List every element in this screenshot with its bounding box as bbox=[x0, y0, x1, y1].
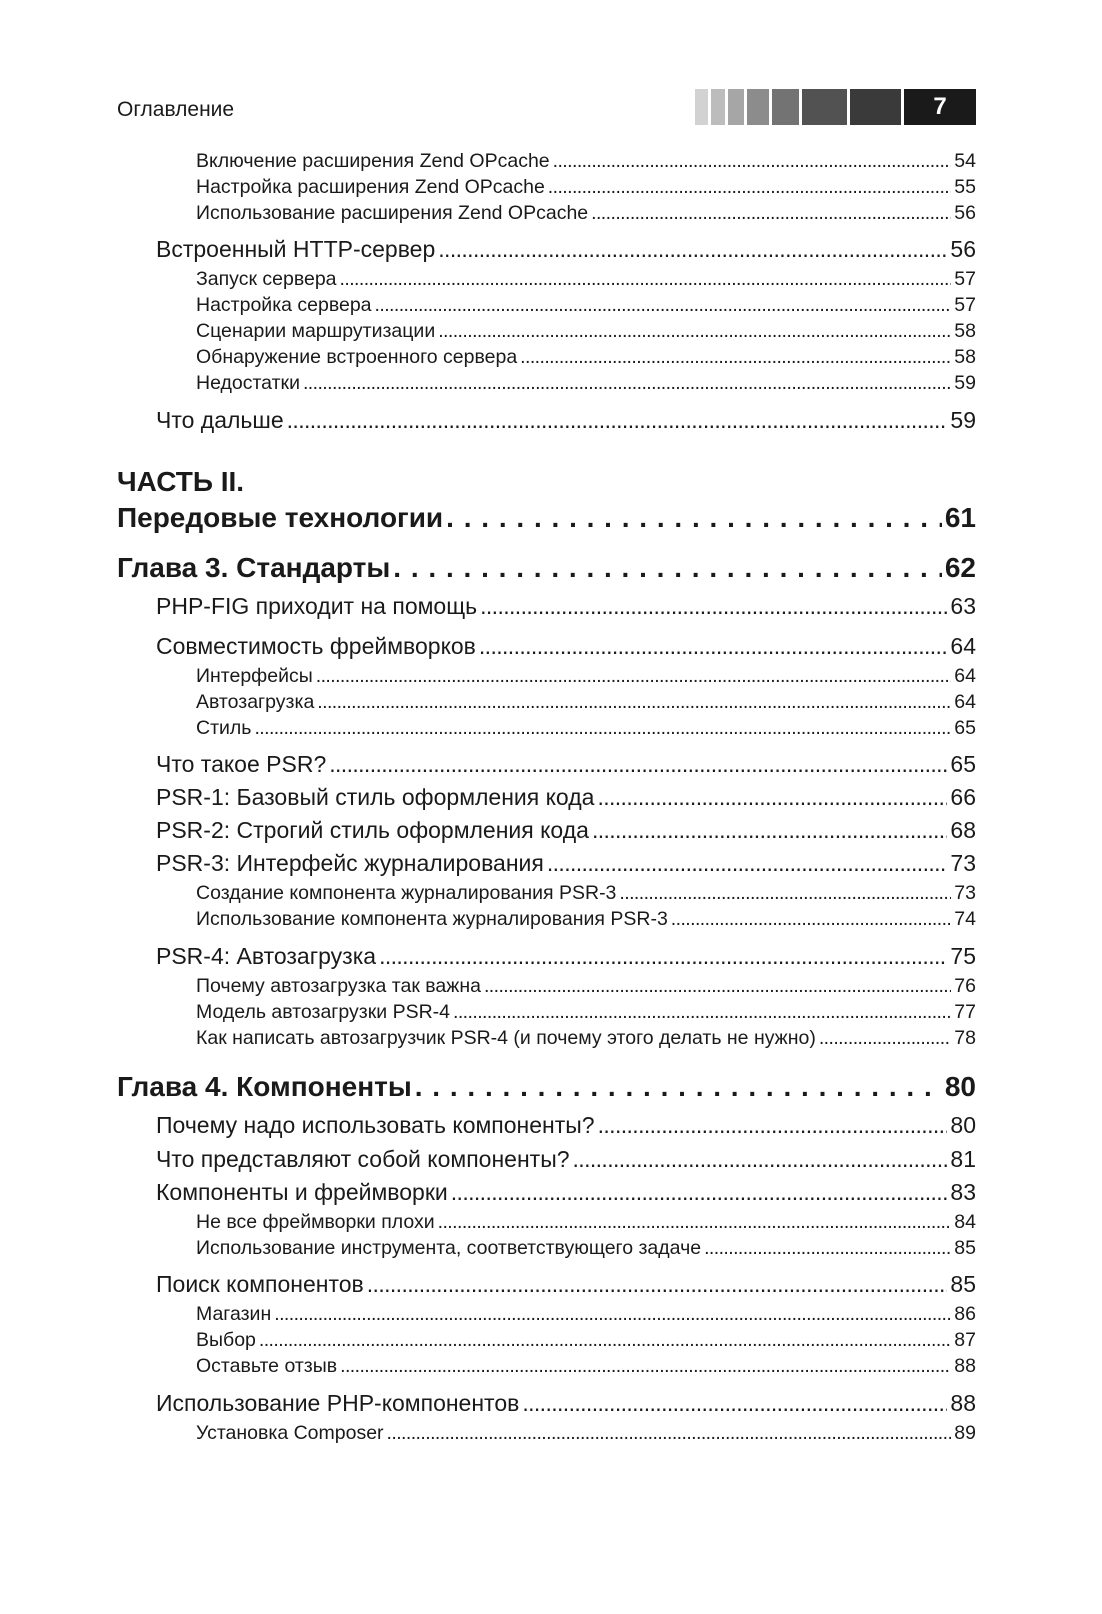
toc-entry-title: Интерфейсы bbox=[196, 665, 313, 687]
header-bar-segment bbox=[695, 89, 708, 125]
toc-entry-title: PSR-3: Интерфейс журналирования bbox=[156, 850, 544, 876]
toc-entry-page: 77 bbox=[954, 1001, 976, 1023]
toc-entry-page: 86 bbox=[954, 1303, 976, 1325]
dot-leader bbox=[329, 749, 947, 779]
dot-leader bbox=[375, 292, 952, 318]
toc-entry-title: Использование PHP-компонентов bbox=[156, 1390, 520, 1416]
toc-entry-title: Что дальше bbox=[156, 407, 284, 433]
toc-entry-page: 57 bbox=[954, 268, 976, 290]
toc-section bbox=[156, 234, 976, 264]
toc-entry-title: Автозагрузка bbox=[196, 691, 315, 713]
toc-entry bbox=[196, 1209, 976, 1235]
header-bar-segment bbox=[772, 89, 799, 125]
toc-entry-page: 88 bbox=[950, 1390, 976, 1416]
toc-entry-page: 61 bbox=[944, 502, 976, 533]
toc-entry-title: Настройка сервера bbox=[196, 294, 372, 316]
toc-entry-page: 68 bbox=[950, 817, 976, 843]
toc-section bbox=[156, 591, 976, 621]
dot-leader bbox=[316, 663, 952, 689]
toc-entry-title: PSR-2: Строгий стиль оформления кода bbox=[156, 817, 589, 843]
toc-entry-title: Что представляют собой компоненты? bbox=[156, 1146, 570, 1172]
toc-entry-page: 75 bbox=[950, 943, 976, 969]
dot-leader bbox=[438, 234, 947, 264]
toc-section bbox=[156, 1144, 976, 1174]
part-label: ЧАСТЬ II. bbox=[117, 466, 245, 497]
toc-entry bbox=[196, 973, 976, 999]
dot-leader bbox=[553, 148, 952, 174]
toc-entry-title: Совместимость фреймворков bbox=[156, 633, 476, 659]
dot-leader bbox=[340, 266, 952, 292]
toc-entry-title: PHP-FIG приходит на помощь bbox=[156, 593, 478, 619]
dot-leader bbox=[480, 591, 947, 621]
dot-leader bbox=[387, 1420, 952, 1446]
toc-entry-title: Глава 3. Стандарты bbox=[117, 552, 391, 583]
dot-leader bbox=[547, 848, 948, 878]
dot-leader bbox=[287, 405, 948, 435]
toc-entry-page: 63 bbox=[950, 593, 976, 619]
toc-entry bbox=[196, 1420, 976, 1446]
toc-entry-title: Выбор bbox=[196, 1329, 256, 1351]
toc-entry-page: 65 bbox=[954, 717, 976, 739]
dot-leader bbox=[619, 880, 951, 906]
toc-entry bbox=[196, 266, 976, 292]
header-bar-segment bbox=[711, 89, 725, 125]
toc-entry bbox=[196, 1235, 976, 1261]
toc-entry-page: 88 bbox=[954, 1355, 976, 1377]
toc-section bbox=[156, 1388, 976, 1418]
dot-leader bbox=[438, 318, 951, 344]
toc-entry-page: 55 bbox=[954, 176, 976, 198]
toc-entry-page: 62 bbox=[944, 552, 976, 583]
dot-leader bbox=[340, 1353, 951, 1379]
toc-entry-title: Стиль bbox=[196, 717, 252, 739]
toc-part bbox=[117, 500, 976, 536]
toc-entry-title: Использование расширения Zend OPcache bbox=[196, 202, 589, 224]
dot-leader bbox=[597, 782, 947, 812]
toc-entry bbox=[196, 715, 976, 741]
toc-chapter bbox=[117, 1069, 976, 1105]
toc-entry-title: Как написать автозагрузчик PSR-4 (и почему этого делать не нужно) bbox=[196, 1027, 816, 1049]
toc-entry-title: Глава 4. Компоненты bbox=[117, 1071, 412, 1102]
dot-leader bbox=[415, 1069, 942, 1105]
toc-entry-page: 56 bbox=[954, 202, 976, 224]
header-bar-segment bbox=[850, 89, 901, 125]
toc-entry-title: Модель автозагрузки PSR-4 bbox=[196, 1001, 451, 1023]
toc-entry-page: 83 bbox=[950, 1179, 976, 1205]
toc-entry-title: Использование компонента журналирования PSR-3 bbox=[196, 908, 668, 930]
dot-leader bbox=[520, 344, 951, 370]
toc-chapter bbox=[117, 550, 976, 586]
toc-entry bbox=[196, 663, 976, 689]
toc-entry-title: Магазин bbox=[196, 1303, 272, 1325]
dot-leader bbox=[367, 1269, 948, 1299]
toc-entry-page: 64 bbox=[950, 633, 976, 659]
dot-leader bbox=[522, 1388, 947, 1418]
dot-leader bbox=[819, 1025, 951, 1051]
toc-entry-title: Включение расширения Zend OPcache bbox=[196, 150, 550, 172]
toc-section bbox=[156, 631, 976, 661]
toc-entry-page: 84 bbox=[954, 1211, 976, 1233]
running-header-title: Оглавление bbox=[117, 98, 235, 121]
toc-entry-title: Встроенный HTTP-сервер bbox=[156, 236, 436, 262]
toc-entry bbox=[196, 999, 976, 1025]
dot-leader bbox=[259, 1327, 951, 1353]
toc-entry-page: 54 bbox=[954, 150, 976, 172]
toc-entry bbox=[196, 292, 976, 318]
toc-entry-title: Поиск компонентов bbox=[156, 1271, 364, 1297]
dot-leader bbox=[451, 1177, 948, 1207]
dot-leader bbox=[592, 815, 947, 845]
toc-entry bbox=[196, 174, 976, 200]
toc-entry bbox=[196, 906, 976, 932]
toc-section bbox=[156, 1269, 976, 1299]
dot-leader bbox=[591, 200, 951, 226]
toc-entry-title: Использование инструмента, соответствующего задаче bbox=[196, 1237, 702, 1259]
toc-entry-page: 81 bbox=[950, 1146, 976, 1172]
dot-leader bbox=[573, 1144, 948, 1174]
toc-entry-page: 64 bbox=[954, 665, 976, 687]
toc-entry-title: Установка Composer bbox=[196, 1422, 384, 1444]
toc-entry-title: Что такое PSR? bbox=[156, 751, 327, 777]
toc-entry-title: Запуск сервера bbox=[196, 268, 337, 290]
toc-entry-page: 80 bbox=[944, 1071, 976, 1102]
toc-entry-title: Настройка расширения Zend OPcache bbox=[196, 176, 545, 198]
toc-entry-title: PSR-1: Базовый стиль оформления кода bbox=[156, 784, 595, 810]
dot-leader bbox=[598, 1110, 948, 1140]
header-bar-segment bbox=[747, 89, 769, 125]
dot-leader bbox=[274, 1301, 951, 1327]
toc-entry bbox=[196, 1327, 976, 1353]
toc-entry-page: 85 bbox=[950, 1271, 976, 1297]
toc-section bbox=[156, 782, 976, 812]
dot-leader bbox=[704, 1235, 951, 1261]
toc-entry-page: 78 bbox=[954, 1027, 976, 1049]
toc-section bbox=[156, 815, 976, 845]
toc-entry-page: 58 bbox=[954, 346, 976, 368]
toc-entry-page: 56 bbox=[950, 236, 976, 262]
toc-entry bbox=[196, 318, 976, 344]
dot-leader bbox=[671, 906, 952, 932]
toc-entry-page: 57 bbox=[954, 294, 976, 316]
toc-section bbox=[156, 848, 976, 878]
toc-entry-page: 76 bbox=[954, 975, 976, 997]
toc-entry-page: 58 bbox=[954, 320, 976, 342]
toc-entry-title: Обнаружение встроенного сервера bbox=[196, 346, 518, 368]
toc-entry bbox=[196, 344, 976, 370]
toc-entry-page: 73 bbox=[954, 882, 976, 904]
page-number-bar bbox=[695, 89, 976, 125]
dot-leader bbox=[393, 550, 942, 586]
dot-leader bbox=[453, 999, 951, 1025]
dot-leader bbox=[254, 715, 951, 741]
dot-leader bbox=[379, 941, 947, 971]
toc-entry-title: Компоненты и фреймворки bbox=[156, 1179, 448, 1205]
dot-leader bbox=[479, 631, 948, 661]
dot-leader bbox=[438, 1209, 952, 1235]
dot-leader bbox=[484, 973, 951, 999]
toc-entry bbox=[196, 880, 976, 906]
toc-entry-page: 80 bbox=[950, 1112, 976, 1138]
toc-entry bbox=[196, 1301, 976, 1327]
toc-entry-page: 59 bbox=[950, 407, 976, 433]
toc-entry bbox=[196, 370, 976, 396]
toc-section bbox=[156, 1110, 976, 1140]
page-number: 7 bbox=[904, 89, 976, 125]
dot-leader bbox=[548, 174, 952, 200]
toc-entry bbox=[196, 148, 976, 174]
toc-entry-page: 85 bbox=[954, 1237, 976, 1259]
toc-entry-page: 74 bbox=[954, 908, 976, 930]
dot-leader bbox=[446, 500, 942, 536]
toc-entry-page: 73 bbox=[950, 850, 976, 876]
dot-leader bbox=[303, 370, 951, 396]
toc-entry-page: 65 bbox=[950, 751, 976, 777]
toc-section bbox=[156, 941, 976, 971]
toc-entry-title: Оставьте отзыв bbox=[196, 1355, 338, 1377]
toc-entry bbox=[196, 1025, 976, 1051]
toc-entry-title: Почему надо использовать компоненты? bbox=[156, 1112, 595, 1138]
toc-entry-page: 87 bbox=[954, 1329, 976, 1351]
toc-entry bbox=[196, 689, 976, 715]
toc-entry bbox=[196, 1353, 976, 1379]
toc-entry-page: 89 bbox=[954, 1422, 976, 1444]
toc-entry-title: Сценарии маршрутизации bbox=[196, 320, 436, 342]
toc-entry-title: PSR-4: Автозагрузка bbox=[156, 943, 377, 969]
toc-entry-page: 66 bbox=[950, 784, 976, 810]
toc-entry-title: Создание компонента журналирования PSR-3 bbox=[196, 882, 617, 904]
toc-section bbox=[156, 749, 976, 779]
toc-entry-page: 59 bbox=[954, 372, 976, 394]
header-bar-segment bbox=[802, 89, 847, 125]
toc-entry-page: 64 bbox=[954, 691, 976, 713]
dot-leader bbox=[317, 689, 951, 715]
toc-entry-title: Недостатки bbox=[196, 372, 300, 394]
toc-entry-title: Передовые технологии bbox=[117, 502, 444, 533]
toc-entry-title: Почему автозагрузка так важна bbox=[196, 975, 481, 997]
header-bar-segment bbox=[728, 89, 744, 125]
toc-entry bbox=[196, 200, 976, 226]
toc-section bbox=[156, 1177, 976, 1207]
toc-section bbox=[156, 405, 976, 435]
toc-entry-title: Не все фреймворки плохи bbox=[196, 1211, 435, 1233]
